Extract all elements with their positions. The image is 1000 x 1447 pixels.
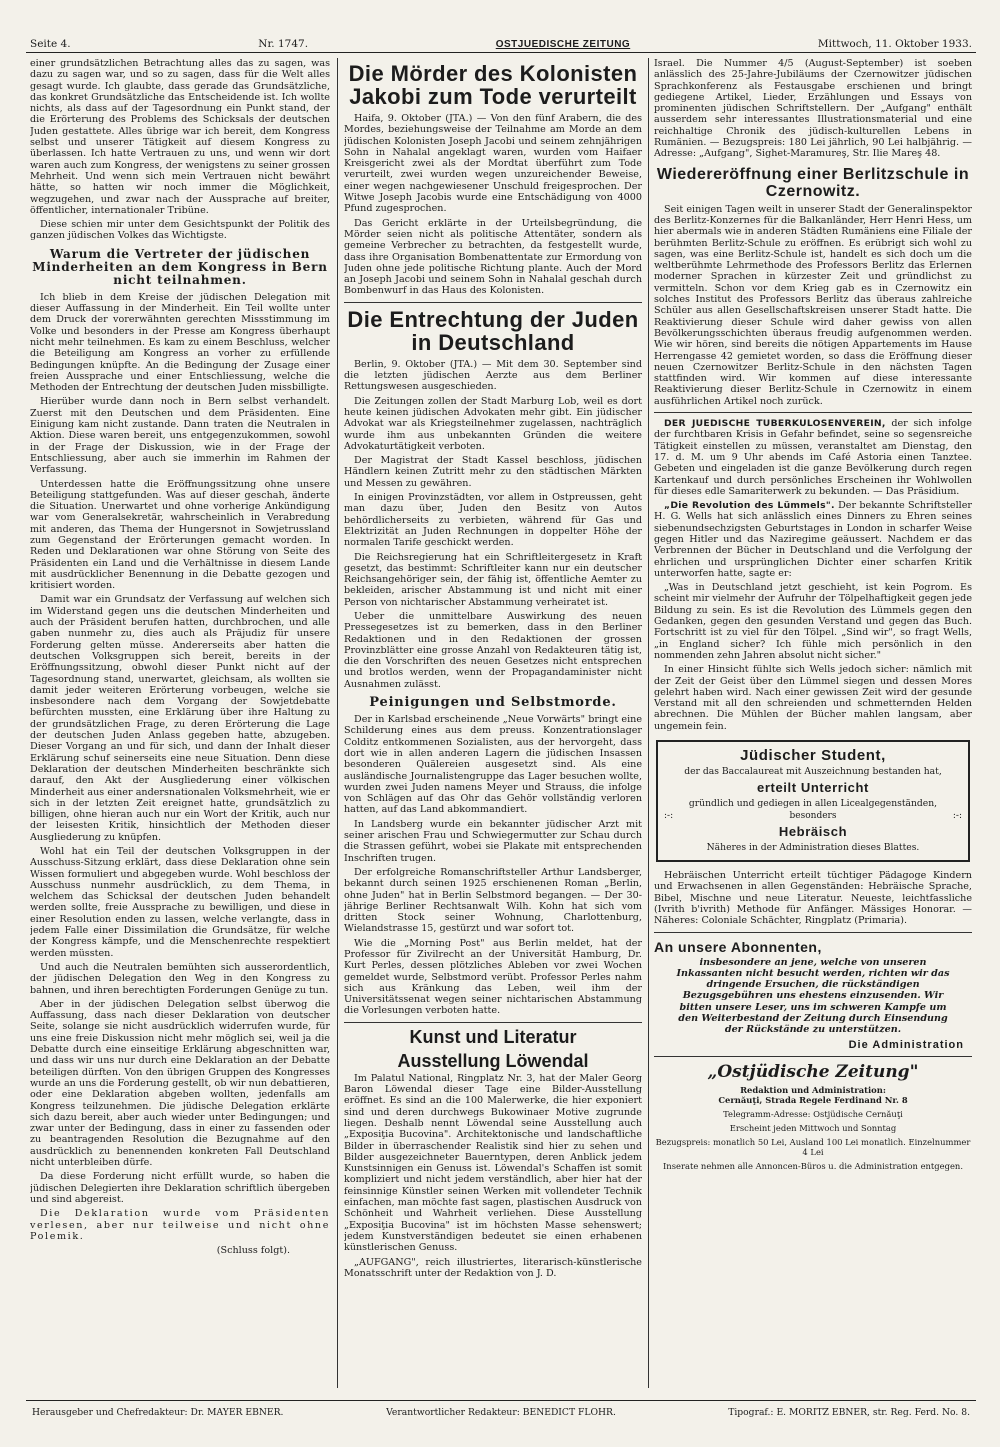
divider	[654, 1056, 972, 1057]
paragraph: In einer Hinsicht fühlte sich Wells jedoch sicher: nämlich mit der Zeit der Geist über den Lümmel siegen und dessen Mores gelehrt haben wird. Nach einer gewissen Zeit wird der gesunde Verstand mit all den schreienden und schmetternden Helden abrechnen. Die Mühlen der Bücher mahlen langsam, aber ungemein fein.	[654, 664, 972, 732]
page-footer	[26, 1400, 976, 1423]
paragraph: Das Gericht erklärte in der Urteilsbegründung, die Mörder seien nicht als politische Attentäter, sondern als gemeine Verbrecher zu betrachten, da festgestellt wurde, dass ihre Organisation Bombenattentate zur Ermordung von Juden ohne jede politische Richtung plante. Auch der Mord an Joseph Jacobi und seinem Sohn in Nahalal geschah durch Bombenwurf in das Haus des Kolonisten.	[344, 217, 642, 297]
paragraph: einer grundsätzlichen Betrachtung alles das zu sagen, was dazu zu sagen war, und so zu sagen, dass für die Welt alles gesagt wurde. Ich glaubte, dass gerade das Grundsätzliche, das konkret Grundsätzliche das Entscheidende ist. Ich wollte nichts, als dass auf der Tagesordnung ein Punkt stand, der die Erörterung des Problems des Schicksals der deutschen Juden gestattete. Alles übrige war ich bereit, dem Kongress selbst und unserer Tätigkeit auf diesem Kongress zu überlassen. Ich hatte Vertrauen zu uns, und wenn wir dort waren auch zum Kongress, der wenigstens zu seiner grossen Mehrheit. Und wenn sich mein Vertrauen nicht bewährt hätte, so hatten wir noch immer die Möglichkeit, wegzugehen, und zwar nach der Aussprache auf breiter, öffentlicher, internationaler Tribüne.	[30, 58, 330, 216]
paragraph: Der Magistrat der Stadt Kassel beschloss, jüdischen Händlern keinen Zutritt mehr zu den städtischen Märkten und Messen zu gewähren.	[344, 455, 642, 489]
paragraph: Ich blieb in dem Kreise der jüdischen Delegation mit dieser Auffassung in der Minderheit. Ein Teil wollte unter dem Druck der vorerwähnten gerechten Missstimmung im Volke und besonders in der Presse am Kongress überhaupt nicht mehr teilnehmen. Es kam zu einem Beschluss, welcher die Beteiligung am Kongress an vorher zu erfüllende Bedingungen knüpfte. An die Bedingung der Zusage einer freien Aussprache und einer Entschliessung, welche die Methoden der Entrechtung der deutschen Juden missbilligte.	[30, 291, 330, 394]
notice-lead: „Die Revolution des Lümmels".	[664, 500, 835, 512]
imprint-line: Bezugspreis: monatlich 50 Lei, Ausland 100 Lei monatlich. Einzelnummer 4 Lei	[655, 1136, 971, 1157]
paragraph: Berlin, 9. Oktober (JTA.) — Mit dem 30. September sind die letzten jüdischen Aerzte aus dem Berliner Rettungswesen ausgeschieden.	[344, 358, 642, 393]
ad-line: Näheres in der Administration dieses Blattes.	[706, 842, 920, 854]
paragraph: Hebräischen Unterricht erteilt tüchtiger Pädagoge Kindern und Erwachsenen in allen Gegenständen: Hebräische Sprache, Bibel, Mischne und neue Literatur. Neueste, leichtfassliche (Ivrith b'ivrith) Methode für Anfänger. Mässiges Honorar. — Näheres: Coloniale Schächter, Ringplatz (Primaria).	[654, 870, 972, 927]
footer-publisher: Herausgeber und Chefredakteur: Dr. MAYER EBNER.	[32, 1406, 284, 1418]
article-headline: Wiedereröffnung einer Berlitzschule in Czernowitz.	[656, 165, 970, 200]
paragraph: Haifa, 9. Oktober (JTA.) — Von den fünf Arabern, die des Mordes, beziehungsweise der Teilnahme am Morde an dem jüdischen Kolonisten Joseph Jacobi und seinem zehnjährigen Sohn in Nahalal angeklagt waren, wurden vom Haifaer Kreisgericht zwei als der Mordtat überführt zum Tode verurteilt, zwei wurden wegen unzureichender Beweise, einer wegen nachgewiesener Unschuld freigesprochen. Der Witwe Joseph Jacobis wurde eine Entschädigung von 4000 Pfund zugesprochen.	[344, 113, 642, 215]
imprint-line: Erscheint jeden Mittwoch und Sonntag	[729, 1122, 897, 1133]
columns	[26, 58, 976, 1388]
divider	[344, 1022, 642, 1023]
paragraph: Im Palatul National, Ringplatz Nr. 3, hat der Maler Georg Baron Löwendal dieser Tage eine Bilder-Ausstellung eröffnet. Es sind an die 100 Malerwerke, die hier exponiert sind und deren durchwegs Bukowinaer Motive zugrunde liegen. Deshalb nennt Löwendal seine Ausstellung auch „Exposiţia Bucovina". Architektonische und landschaftliche Bilder in überraschender Realistik sind hier zu sehen und Bilder ausgezeichneter Bauerntypen, deren Anblick jedem Kunstsinnigen ein Genuss ist. Löwendal's Schaffen ist somit kompliziert und nicht jedem verständlich, aber hier hat der feinsinnige Künstler seinen Werken mit vollendeter Technik einfachen, man möchte fast sagen, plastischen Ausdruck von Schönheit und Wahrheit verliehen. Diese Ausstellung „Exposiţia Bucovina" ist im höchsten Masse sehenswert; jedem Kunstverständigen bedeutet sie einen erhabenen künstlerischen Genuss.	[344, 1072, 642, 1254]
paragraph: In einigen Provinzstädten, vor allem in Ostpreussen, geht man dazu über, Juden den Besitz von Autos behördlicherseits zu verbieten, während für Gas und Elektrizität an Juden Rechnungen in doppelter Höhe der normalen Tarife geschickt werden.	[344, 492, 642, 549]
paragraph: Wohl hat ein Teil der deutschen Volksgruppen in der Ausschuss-Sitzung erklärt, dass diese Deklaration ohne sein Wissen formuliert und abgegeben wurde. Wohl beschloss der Ausschuss nunmehr ausdrücklich, zu dem Thema, in welchem das Schicksal der deutschen Juden behandelt werden sollte, freie Aussprache zu bewilligen, und diese in einer Resolution enden zu lassen, welche verlangte, dass in jedem Falle einer Dissimilation die Grundsätze, für welche der Kongress kämpfe, und die Menschenrechte respektiert werden müssten.	[30, 846, 330, 959]
column-rule	[337, 58, 338, 1388]
article-headline: Die Entrechtung der Juden in Deutschland	[347, 306, 639, 355]
paragraph: Der in Karlsbad erscheinende „Neue Vorwärts" bringt eine Schilderung eines aus dem preuss. Konzentrationslager Colditz entkommenen Sozialisten, aus der hervorgeht, dass dort wie in allen anderen Lagern die jüdischen Insassen besonderen Quälereien ausgesetzt sind. Als eine ausländische Journalistengruppe das Lager besuchen wollte, wurden zwei Juden namens Meyer und Strauss, die infolge von Schlägen auf das Ohr das Gehör vollständig verloren hatten, auf das Land abkommandiert.	[344, 714, 642, 816]
imprint-title: „Ostjüdische Zeitung"	[707, 1061, 919, 1082]
paragraph: Wie die „Morning Post" aus Berlin meldet, hat der Professor für Zivilrecht an der Universität Hamburg, Dr. Kurt Perles, dessen plötzliches Ableben vor zwei Wochen gemeldet wurde, Selbstmord verübt. Professor Perles nahm sich aus Kränkung das Leben, weil ihm der Universitätssenat wegen seiner nichtarischen Abstammung die Vorlesungen verboten hatte.	[344, 937, 642, 1017]
subscriber-notice: insbesondere an jene, welche von unseren Inkassanten nicht besucht werden, richten wir das dringende Ersuchen, die rückständigen Bezugsgebühren uns ehestens einzusenden. Wir bitten unsere Leser, uns im schweren Kampfe um den Weiterbestand der Zeitung durch Einsendung der Rückstände zu unterstützen.	[676, 956, 950, 1036]
ad-line: der das Baccalaureat mit Auszeichnung bestanden hat,	[684, 766, 942, 778]
ad-title: Jüdischer Student,	[740, 747, 886, 765]
notice-lead: DER JUEDISCHE TUBERKULOSENVEREIN,	[664, 418, 886, 430]
divider	[344, 302, 642, 303]
section-title: Kunst und Literatur	[409, 1026, 577, 1047]
paragraph-spaced: Die Deklaration wurde vom Präsidenten verlesen, aber nur teilweise und nicht ohne Polemik.	[30, 1208, 330, 1242]
article-headline: Ausstellung Löwendal	[397, 1050, 589, 1071]
imprint-line: Telegramm-Adresse: Ostjüdische Cernăuţi	[723, 1108, 903, 1119]
paragraph: Und auch die Neutralen bemühten sich ausserordentlich, der jüdischen Delegation den Weg in den Kongress zu bahnen, und ihren berechtigten Forderungen Genüge zu tun.	[30, 961, 330, 996]
imprint-line: Cernăuţi, Strada Regele Ferdinand Nr. 8	[718, 1094, 908, 1105]
notice-heading: An unsere Abonnenten,	[654, 938, 822, 955]
notice-signature: Die Administration	[848, 1038, 964, 1051]
paragraph: Da diese Forderung nicht erfüllt wurde, so haben die jüdischen Delegierten ihre Deklaration schriftlich übergeben und sind abgereist.	[30, 1171, 330, 1205]
page-header	[26, 28, 976, 53]
divider	[654, 412, 972, 413]
paragraph: Israel. Die Nummer 4/5 (August-September) ist soeben anlässlich des 25-Jahre-Jubiläums der Czernowitzer jüdischen Sprachkonferenz als Festausgabe erschienen und bringt gediegene Artikel, Lieder, Erzählungen und Essays von prominenten jüdischen Schriftstellern. Der „Aufgang" enthält ausserdem sehr interessantes Illustrationsmaterial und eine reichhaltige Chronik des jüdisch-kulturellen Lebens in Rumänien. — Bezugspreis: 180 Lei jährlich, 90 Lei halbjährig. — Adresse: „Aufgang", Sighet-Maramureş, Str. Ilie Mareş 48.	[654, 58, 972, 160]
column-3	[654, 58, 972, 1388]
imprint-line: Inserate nehmen alle Annoncen-Büros u. die Administration entgegen.	[663, 1160, 963, 1171]
issue-date: Mittwoch, 11. Oktober 1933.	[817, 38, 972, 50]
column-1	[30, 58, 330, 1388]
ad-subtitle: erteilt Unterricht	[757, 780, 869, 796]
ad-ornament: :-:	[952, 811, 962, 822]
paragraph: Aber in der jüdischen Delegation selbst überwog die Auffassung, dass nach dieser Deklaration von deutscher Seite, solange sie nicht ausdrücklich widerrufen wurde, für uns eine freie Diskussion nicht mehr möglich sei, weil ja die Debatte durch eine einseitige Erklärung abgeschnitten war, und dass wir uns nur durch eine Deklaration an der Debatte beteiligen dürften. Von den übrigen Gruppen des Kongresses wurde an uns die Forderung gestellt, ob wir nun debattieren, oder eine Deklaration abgeben wollten, jedenfalls am Kongress teilzunehmen. Die jüdische Delegation erklärte sich dazu bereit, aber auch wieder unter Bedingungen; und zwar unter der Bedingung, dass in einer zu fassenden oder zu beantragenden Resolution die Bezugnahme auf den ausdrücklich zu benennenden konkreten Fall Deutschland nicht unterbleiben dürfe.	[30, 998, 330, 1169]
column-rule	[648, 58, 649, 1388]
article-heading: Peinigungen und Selbstmorde.	[369, 695, 617, 711]
paragraph: Die Reichsregierung hat ein Schriftleitergesetz in Kraft gesetzt, das bestimmt: Schriftleiter kann nur ein deutscher Reichsangehöriger sein, der fähig ist, öffentliche Aemter zu bekleiden, arischer Abstammung ist und nicht mit einer Person von nichtarischer Abstammung verheiratet ist.	[344, 551, 642, 608]
paragraph: „AUFGANG", reich illustriertes, literarisch-künstlerische Monatsschrift unter der Redaktion von J. D.	[344, 1256, 642, 1279]
column-2	[344, 58, 642, 1388]
footer-editor: Verantwortlicher Redakteur: BENEDICT FLOHR.	[386, 1406, 616, 1418]
ad-subtitle: Hebräisch	[778, 824, 848, 840]
continued-note: (Schluss folgt).	[216, 1245, 290, 1257]
footer-printer: Tipograf.: E. MORITZ EBNER, str. Reg. Ferd. No. 8.	[728, 1406, 971, 1418]
ad-ornament: :-:	[664, 811, 674, 822]
issue-number: Nr. 1747.	[258, 38, 309, 50]
imprint-line: Redaktion und Administration:	[740, 1084, 886, 1095]
article-headline: Die Mörder des Kolonisten Jakobi zum Tode verurteilt	[348, 61, 638, 109]
paragraph: Hierüber wurde dann noch in Bern selbst verhandelt. Zuerst mit den Deutschen und dem Präsidenten. Eine Einigung kam nicht zustande. Dann traten die Neutralen in Aktion. Diese waren bereit, uns entgegenzukommen, sowohl in der Frage der Diskussion, wie in der Frage der Entschliessung, aber auch sie immerhin im Rahmen der Verfassung.	[30, 396, 330, 476]
paragraph: Unterdessen hatte die Eröffnungssitzung ohne unsere Beteiligung stattgefunden. Was auf dieser geschah, änderte die Situation. Unerwartet und ohne vorherige Ankündigung war vom Generalsekretär, wahrscheinlich in Verabredung mit anderen, das Thema der Hungersnot in Sowjetrussland zum Gegenstand der Erörterungen gemacht worden. In Reden und Deklarationen war ohne Störung von Seite des Präsidenten ein Land und die Verhältnisse in diesem Lande mit ausdrücklicher Benennung in die Debatte gezogen und kritisiert worden.	[30, 478, 330, 592]
paragraph: In Landsberg wurde ein bekannter jüdischer Arzt mit seiner arischen Frau und Schwiegermutter zur Schau durch die Strassen geführt, wobei sie Plakate mit entsprechenden Inschriften trugen.	[344, 818, 642, 864]
notice-text: der sich infolge der furchtbaren Krisis in Gefahr befindet, seine so segensreiche Tätigkeit einstellen zu müssen, veranstaltet am Dienstag, den 17. d. M. um 9 Uhr abends im Café Astoria einen Tanztee. Gebeten und eingeladen ist die ganze Bevölkerung durch regen Kartenkauf und durch persönliches Erscheinen ihr Wohlwollen für dieses edle Samariterwerk zu bekunden. — Das Präsidium.	[654, 418, 972, 497]
paragraph: Die Zeitungen zollen der Stadt Marburg Lob, weil es dort heute keinen jüdischen Advokaten mehr gibt. Ein jüdischer Advokat war als Kriegsteilnehmer zugelassen, nachträglich wurde ihm aus unbekannten Gründen die weitere Advokaturtätigkeit verboten.	[344, 395, 642, 452]
paragraph: Seit einigen Tagen weilt in unserer Stadt der Generalinspektor des Berlitz-Konzernes für die Balkanländer, Herr Henri Hess, um hier abermals wie in anderen Städten Rumäniens eine Filiale der berühmten Berlitz-Schule zu eröffnen. Es erübrigt sich wohl zu sagen, was eine Berlitz-Schule ist, handelt es sich doch um die weltberühmte Lehrmethode des Professors Berlitz das Erlernen moderner Sprachen in kürzester Zeit und gründlichst zu vermitteln. Schon vor dem Krieg gab es in Czernowitz ein solches Institut des Professors Berlitz das überaus zahlreiche Schüler aus allen Gesellschaftskreisen unserer Stadt hatte. Die Reaktivierung dieser Schule wird daher gewiss von allen Bevölkerungsschichten überaus freudig aufgenommen werden. Wie wir hören, sind bereits die nötigen Appartements im Hause Herrengasse 42 gemietet worden, so dass die Eröffnung dieser neuen Czernowitzer Berlitz-Schule in den nächsten Tagen stattfinden wird. Wir kommen auf diese interessante Reaktivierung dieser Berlitz-Schule in Czernowitz in einem ausführlichen Artikel noch zurück.	[654, 203, 972, 407]
ad-line: besonders	[789, 811, 837, 822]
ad-row	[664, 811, 962, 821]
paragraph: Damit war ein Grundsatz der Verfassung auf welchen sich im Widerstand gegen uns die deutschen Minderheiten und auch der Präsident berufen hatten, durchbrochen, und alle gaben nunmehr zu, dies auch als Präjudiz für unsere Forderung gelten müsse. Andererseits aber hatten die deutschen Volksgruppen sich bereit, bereits in der Eröffnungssitzung, obwohl dieser Punkt nicht auf der Tagesordnung stand, unerwartet, gleichsam, als wollten sie damit jeder weiteren Erörterung vorbeugen, welche sie insbesondere nach dem Vorgang der Sowjetdebatte befürchten mussten, eine Erklärung über ihre Haltung zu der grundsätzlichen Frage, zu deren Erörterung die Lage der deutschen Juden Anlass gegeben hatte, abzugeben. Dieser Vorgang an und für sich, und dann der Inhalt dieser Erklärung schuf seinerseits eine neue Situation. Denn diese Deklaration der deutschen Minderheiten beschränkte sich darauf, den Akt der Ausgliederung einer völkischen Minderheit aus einer andersnationalen Volksmehrheit, wie er sich in der letzten Zeit ereignet hatte, grundsätzlich zu billigen, ohne hieran auch nur ein Wort der Kritik, auch nur der leisesten Kritik, hinsichtlich der Methoden dieser Ausgliederung zu knüpfen.	[30, 594, 330, 843]
page-number: Seite 4.	[30, 38, 71, 50]
divider	[654, 932, 972, 933]
ad-line: gründlich und gediegen in allen Licealgegenständen,	[688, 798, 938, 810]
classified-ad-student	[656, 740, 970, 862]
paragraph: Diese schien mir unter dem Gesichtspunkt der Politik des ganzen jüdischen Volkes das Wichtigste.	[30, 219, 330, 242]
imprint	[654, 1062, 972, 1171]
masthead: OSTJUEDISCHE ZEITUNG	[495, 39, 631, 50]
newspaper-page	[26, 28, 976, 1423]
paragraph: „Was in Deutschland jetzt geschieht, ist kein Pogrom. Es scheint mir vielmehr der Aufruhr der Tölpelhaftigkeit gegen jede Bildung zu sein. Es ist die Revolution des Lümmels gegen den Gedanken, gegen den gesunden Verstand und gegen das Buch. Fortschritt ist zu viel für den Tölpel. „Sind wir", so fragt Wells, „in England sicher? Ich fühle mich persönlich in den nommenden zehn Jahren absolut nicht sicher."	[654, 582, 972, 661]
paragraph: Der erfolgreiche Romanschriftsteller Arthur Landsberger, bekannt durch seinen 1925 erschienenen Roman „Berlin, ohne Juden" hat in Berlin Selbstmord begangen. — Der 30-jährige Berliner Rechtsanwalt Wilh. Kohn hat sich vom dritten Stock seiner Wohnung, Charlottenburg, Wielandstrasse 15, gestürzt und war sofort tot.	[344, 866, 642, 935]
article-heading: Warum die Vertreter der jüdischen Minderheiten an dem Kongress in Bern nicht teilnahmen.	[32, 246, 328, 287]
notice-text: Der bekannte Schriftsteller H. G. Wells hat sich anlässlich eines Dinners zu Ehren seines siebenundsechzigsten Geburtstages in London in scharfer Weise gegen Hitler und das Naziregime geäussert. Nachdem er das Verbrennen der Bücher in Deutschland und die Verfolgung der ehrlichen und ursprünglichen Dichter einer scharfen Kritik unterworfen hatte, sagte er:	[654, 500, 972, 579]
paragraph: Ueber die unmittelbare Auswirkung des neuen Pressegesetzes ist zu bemerken, dass in den Berliner Redaktionen und in den Redaktionen der grossen Provinzblätter eine grosse Anzahl von Redakteuren tätig ist, die den Vorschriften des neuen Gesetzes nicht entsprechen und brotlos werden, wenn der Propagandaminister nicht Ausnahmen zulässt.	[344, 610, 642, 690]
